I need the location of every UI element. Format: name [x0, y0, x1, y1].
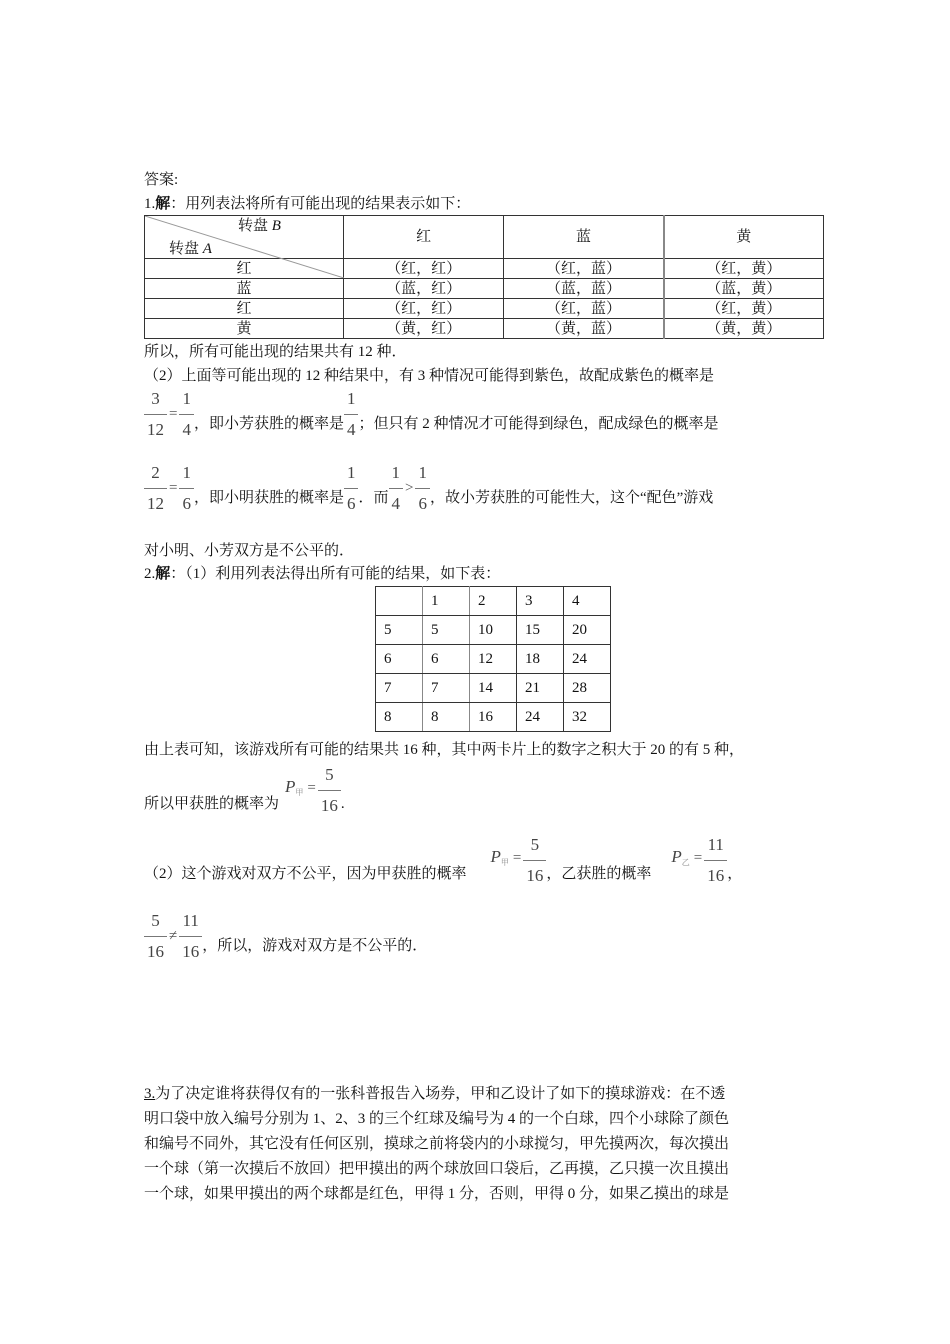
table-cell: 1 [423, 587, 470, 616]
table-cell: 12 [470, 645, 517, 674]
table-cell: （红，红） [343, 259, 503, 279]
fraction: $\frac{2}{12}$ [144, 462, 167, 515]
table-row [145, 279, 824, 299]
text: ．而 [358, 489, 389, 506]
table-row [376, 674, 611, 703]
table-cell: 21 [517, 674, 564, 703]
spinner-results-table [144, 215, 824, 339]
table-row [376, 616, 611, 645]
text: ，所以，游戏对双方是不公平的． [202, 937, 428, 954]
table-cell: 2 [470, 587, 517, 616]
table-cell: 5 [376, 616, 423, 645]
table-cell: 10 [470, 616, 517, 645]
fraction: $\frac{1}{6}$ [415, 462, 430, 515]
q3-line-2: 明口袋中放入编号分别为 1、2、3 的三个红球及编号为 4 的一个白球，四个小球除了颜色 [144, 1111, 730, 1127]
text: ，乙获胜的概率 [546, 865, 652, 882]
table-cell: （红，黄） [664, 299, 824, 319]
table-cell: 6 [376, 645, 423, 674]
table-cell: （红，蓝） [504, 259, 664, 279]
equals-sign: = [169, 480, 178, 496]
greater-than-sign: > [405, 480, 414, 496]
col-header: 黄 [664, 216, 824, 259]
table-cell: 4 [564, 587, 611, 616]
row-label: 蓝 [145, 279, 344, 299]
table-cell: 6 [423, 645, 470, 674]
fraction: $\frac{5}{16}$ [523, 834, 546, 887]
table-row [145, 319, 824, 339]
fraction: $\frac{5}{16}$ [318, 764, 341, 817]
q2-final-line [144, 910, 427, 963]
table-cell: 5 [423, 616, 470, 645]
table-cell: 16 [470, 703, 517, 732]
fraction: $\frac{1}{6}$ [344, 462, 359, 515]
table-cell: （黄，红） [343, 319, 503, 339]
q1-purple-prob-line [144, 388, 719, 441]
q2-solve-label: 解 [155, 566, 171, 582]
q1-intro-text: ：用列表法将所有可能出现的结果表示如下： [170, 196, 471, 212]
row-label: 红 [145, 299, 344, 319]
table-cell: 8 [423, 703, 470, 732]
not-equal-sign: ≠ [169, 928, 178, 944]
q1-conclusion-line: 对小明、小芳双方是不公平的． [144, 543, 355, 559]
text: ， [727, 865, 743, 882]
text: 为了决定谁将获得仅有的一张科普报告入场券，甲和乙设计了如下的摸球游戏：在不透 [155, 1086, 726, 1102]
q3-number: 3. [144, 1086, 156, 1102]
q1-solve-label: 解 [155, 196, 171, 212]
table-cell: 8 [376, 703, 423, 732]
q2-number: 2. [144, 566, 156, 582]
text: （2）这个游戏对双方不公平，因为甲获胜的概率 [144, 865, 467, 882]
table-cell: 24 [564, 645, 611, 674]
table-row [376, 645, 611, 674]
table-row [376, 703, 611, 732]
table-cell: 28 [564, 674, 611, 703]
q1-part2-line: （2）上面等可能出现的 12 种结果中，有 3 种情况可能得到紫色，故配成紫色的概率是 [144, 368, 715, 384]
p-jia-symbol: $P_甲$ [490, 846, 509, 867]
corner-label-b: 转盘 B [238, 218, 281, 234]
table-cell: 24 [517, 703, 564, 732]
table-cell: （蓝，黄） [664, 279, 824, 299]
fraction: $\frac{1}{4}$ [179, 388, 194, 441]
row-label: 红 [145, 259, 344, 279]
table-cell: 7 [423, 674, 470, 703]
q1-total-line: 所以，所有可能出现的结果共有 12 种． [144, 344, 407, 360]
q3-line-1 [144, 1084, 725, 1104]
q2-summary-line: 由上表可知，该游戏所有可能的结果共 16 种，其中两卡片上的数字之积大于 20 的有 5 种， [144, 742, 745, 758]
fraction: $\frac{1}{4}$ [389, 462, 404, 515]
table-cell: （红，黄） [664, 259, 824, 279]
fraction: $\frac{1}{6}$ [179, 462, 194, 515]
text: ，即小明获胜的概率是 [193, 489, 344, 506]
equals-sign: = [169, 406, 178, 422]
table-cell: 15 [517, 616, 564, 645]
row-label: 黄 [145, 319, 344, 339]
table-header-row [145, 216, 824, 259]
text: ，即小芳获胜的概率是 [193, 415, 344, 432]
q2-prob-jia-line: 所以甲获胜的概率为$P_甲$ = $\frac{5}{16}$ . [144, 765, 345, 815]
q1-intro [144, 194, 470, 214]
text: 所以甲获胜的概率为 [144, 795, 280, 812]
table-row [145, 299, 824, 319]
q3-line-3: 和编号不同外，其它没有任何区别，摸球之前将袋内的小球搅匀，甲先摸两次，每次摸出 [144, 1136, 730, 1152]
fraction: $\frac{3}{12}$ [144, 388, 167, 441]
table-cell [376, 587, 423, 616]
q3-line-4: 一个球（第一次摸后不放回）把甲摸出的两个球放回口袋后，乙再摸，乙只摸一次且摸出 [144, 1161, 730, 1177]
q2-part2-line: （2）这个游戏对双方不公平，因为甲获胜的概率$P_甲$ = $\frac{5}{16}$ ，乙获胜的概率$P_乙$ = $\frac{11}{16}$ ， [144, 835, 743, 885]
table-cell: 3 [517, 587, 564, 616]
q1-number: 1. [144, 196, 156, 212]
p-yi-symbol: $P_乙$ [671, 846, 690, 867]
col-header: 蓝 [504, 216, 664, 259]
table-header-row [376, 587, 611, 616]
table-cell: （蓝，红） [343, 279, 503, 299]
text: ，故小芳获胜的可能性大，这个“配色”游戏 [429, 489, 714, 506]
table-cell: 7 [376, 674, 423, 703]
table-cell: 18 [517, 645, 564, 674]
table-cell: 14 [470, 674, 517, 703]
p-jia-symbol: $P_甲$ [285, 776, 304, 797]
product-table [375, 586, 611, 732]
table-cell: （红，蓝） [504, 299, 664, 319]
table-cell: （黄，黄） [664, 319, 824, 339]
table-corner-cell [145, 216, 344, 259]
table-cell: 32 [564, 703, 611, 732]
fraction: $\frac{1}{4}$ [344, 388, 359, 441]
q2-intro-text: ：（1）利用列表法得出所有可能的结果，如下表： [170, 566, 501, 582]
text: . [340, 795, 345, 812]
q2-intro [144, 564, 500, 584]
col-header: 红 [343, 216, 503, 259]
answer-heading: 答案: [144, 172, 179, 188]
table-cell: 20 [564, 616, 611, 645]
fraction: $\frac{5}{16}$ [144, 910, 167, 963]
text: ；但只有 2 种情况才可能得到绿色，配成绿色的概率是 [358, 415, 719, 432]
fraction: $\frac{11}{16}$ [704, 834, 727, 887]
table-cell: （黄，蓝） [504, 319, 664, 339]
q1-green-prob-line [144, 462, 713, 515]
table-cell: （蓝，蓝） [504, 279, 664, 299]
fraction: $\frac{11}{16}$ [179, 910, 202, 963]
table-cell: （红，红） [343, 299, 503, 319]
q3-line-5: 一个球，如果甲摸出的两个球都是红色，甲得 1 分，否则，甲得 0 分，如果乙摸出的球是 [144, 1186, 730, 1202]
corner-label-a: 转盘 A [169, 241, 212, 257]
